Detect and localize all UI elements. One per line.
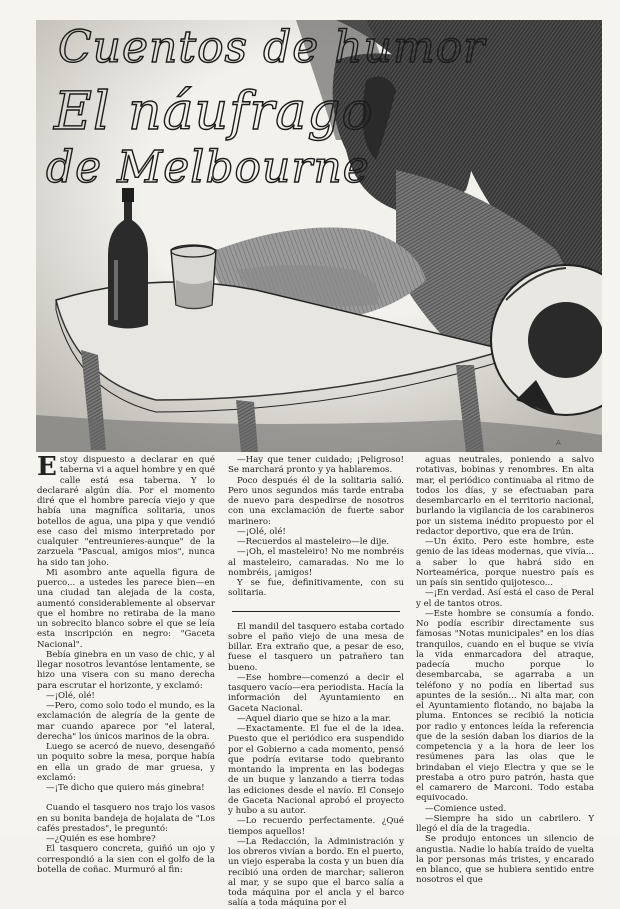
paragraph: Poco después él de la solitaria salió. Pero unos segundos más tarde entraba de nuevo para despedirse de nosotros con una exclamación de fuerte sabor marinero: bbox=[228, 475, 404, 527]
story-title-line1: El náufrago bbox=[54, 82, 374, 142]
paragraph: —Recuerdos al masteleiro—le dije. bbox=[237, 537, 390, 547]
text-column-3 bbox=[416, 455, 594, 886]
section-title: Cuentos de humor bbox=[58, 22, 486, 73]
paragraph: —Exactamente. El fue el de la idea. Puesto que el periódico era suspendido por el Gobierno a cada momento, pensó que podría evitarse todo quebranto montando la imprenta en las bodegas de un buque y lanzando a tierra todas las ediciones desde el navío. El Consejo de Gaceta Nacional aprobó el proyecto y hubo a su autor. bbox=[228, 724, 404, 816]
paragraph: Luego se acercó de nuevo, desengañó un poquito sobre la mesa, porque había en ella un grado de mar gruesa, y exclamó: bbox=[37, 742, 215, 783]
paragraph bbox=[37, 452, 215, 568]
paragraph: —¡Oh, el masteleiro! No me nombréis al masteleiro, camaradas. No me lo nombréis, ¡amigos! bbox=[228, 547, 404, 578]
paragraph: Y se fue, definitivamente, con su solitaria. bbox=[228, 578, 404, 599]
paragraph: —¡Te dicho que quiero más ginebra! bbox=[46, 783, 205, 793]
paragraph: —Aquel diario que se hizo a la mar. bbox=[237, 713, 391, 724]
paragraph: El tasquero concreta, guiñó un ojo y correspondió a la sien con el golfo de la botella de coñac. Murmuró al fin: bbox=[37, 844, 215, 875]
paragraph: —¿Quién es ese hombre? bbox=[46, 834, 156, 844]
paragraph: —Un éxito. Pero este hombre, este genio de las ideas modernas, que vivía... a saber lo que habrá sido en Norteamérica, porque nuestro país es un país sin sentido quijotesco... bbox=[416, 537, 594, 588]
paragraph: —Este hombre se consumía a fondo. No podía escribir directamente sus famosas "Notas municipales" en los días tranquilos, cuando en el buque se vivía la vida enmarcadora del atraque, padecía mucho porque lo desembarcaba, se agarraba a un teléfono y no podía en libertad sus apuntes de la sesión... Ni alta mar, con el Ayuntamiento flotando, no bajaba la pluma. Entonces se recibió la noticia por radio y entonces leída la referencia que de la sesión daban los diarios de la competencia y a la hora de leer los resúmenes para las olas que le brindaban el viejo Electra y que se le prestaba a otro puro patrón, hasta que el camarero de Marconi. Todo estaba equivocado. bbox=[416, 608, 594, 804]
paragraph: —Ese hombre—comenzó a decir el tasquero vacío—era periodista. Hacía la información del Ayuntamiento en Gaceta Nacional. bbox=[228, 672, 404, 714]
spacer bbox=[37, 793, 215, 803]
svg-text:A: A bbox=[556, 439, 561, 447]
paragraph: El mandil del tasquero estaba cortado sobre el paño viejo de una mesa de billar. Era extraño que, a pesar de eso, fuese el tasquero un patrañero tan bueno. bbox=[228, 621, 404, 673]
paragraph: —Siempre ha sido un cabrilero. Y llegó el día de la tragedia. bbox=[416, 813, 594, 834]
paragraph: Se produjo entonces un silencio de angustia. Nadie lo había traído de vuelta la por personas más tristes, y encarado en blanco, que se hubiera sentido entre nosotros el que bbox=[416, 834, 594, 886]
paragraph: Mi asombro ante aquella figura de puerco... a ustedes les parece bien—en una ciudad tan alejada de la costa, aumentó considerablemente al observar que el hombre no retiraba de la mano un sobrecito blanco sobre el que se leía esta inscripción en negro: "Gaceta Nacional". bbox=[37, 567, 215, 650]
paragraph: —La Redacción, la Administración y los obreros vivían a bordo. En el puerto, un viejo esperaba la costa y un buen día recibió una orden de marchar; salieron al mar, y se supo que el barco salía a toda máquina por el ancla y el barco salía a toda máquina por el bbox=[228, 836, 404, 909]
section-divider bbox=[232, 611, 400, 612]
story-illustration bbox=[36, 20, 602, 452]
paragraph: —¡En verdad. Así está el caso de Peral y el de tantos otros. bbox=[416, 588, 594, 609]
paragraph: —Hay que tener cuidado; ¡Peligroso! Se marchará pronto y ya hablaremos. bbox=[228, 455, 404, 476]
paragraph-text: stoy dispuesto a declarar en qué taberna vi a aquel hombre y en qué calle está esa taberna. Y lo declararé algún día. Por el momento diré que el hombre parecía viejo y que había una magnífica solitaria, unos botellos de agua, una pipa y que vendió ese caso del mismo interpretado por cualquier "entreunieres-aunque" de la zarzuela "Pascual, amigos mios", nunca ha sido tan joho. bbox=[37, 455, 215, 568]
text-column-2 bbox=[228, 455, 404, 909]
text-column-1 bbox=[37, 452, 215, 875]
paragraph: Bebía ginebra en un vaso de chic, y al llegar nosotros levantóse lentamente, se hizo una visera con su mano derecha para escrutar el horizonte, y exclamó: bbox=[37, 649, 215, 691]
paragraph: aguas neutrales, poniendo a salvo rotativas, bobinas y renombres. En alta mar, el periódico continuaba al ritmo de todos los días, y se efectuaban para desembarcarlo en el territorio nacional, burlando la vigilancia de los carabineros por un sistema inédito propuesto por el redactor deportivo, que era de Irún. bbox=[416, 455, 594, 537]
paragraph: —¡Olé, olé! bbox=[46, 690, 95, 701]
drop-cap: E bbox=[37, 452, 57, 482]
paragraph: —Comience usted. bbox=[425, 803, 507, 814]
paragraph: —Lo recuerdo perfectamente. ¿Qué tiempos aquellos! bbox=[228, 816, 404, 837]
paragraph: —¡Olé, olé! bbox=[237, 526, 286, 537]
paragraph: Cuando el tasquero nos trajo los vasos en su bonita bandeja de hojalata de "Los cafés prestados", le preguntó: bbox=[37, 803, 215, 834]
paragraph: —Pero, como solo todo el mundo, es la exclamación de alegría de la gente de mar cuando aparece por "el lateral, derecha" los únicos marinos de la obra. bbox=[37, 701, 215, 742]
story-title-line2: de Melbourne bbox=[46, 142, 370, 193]
